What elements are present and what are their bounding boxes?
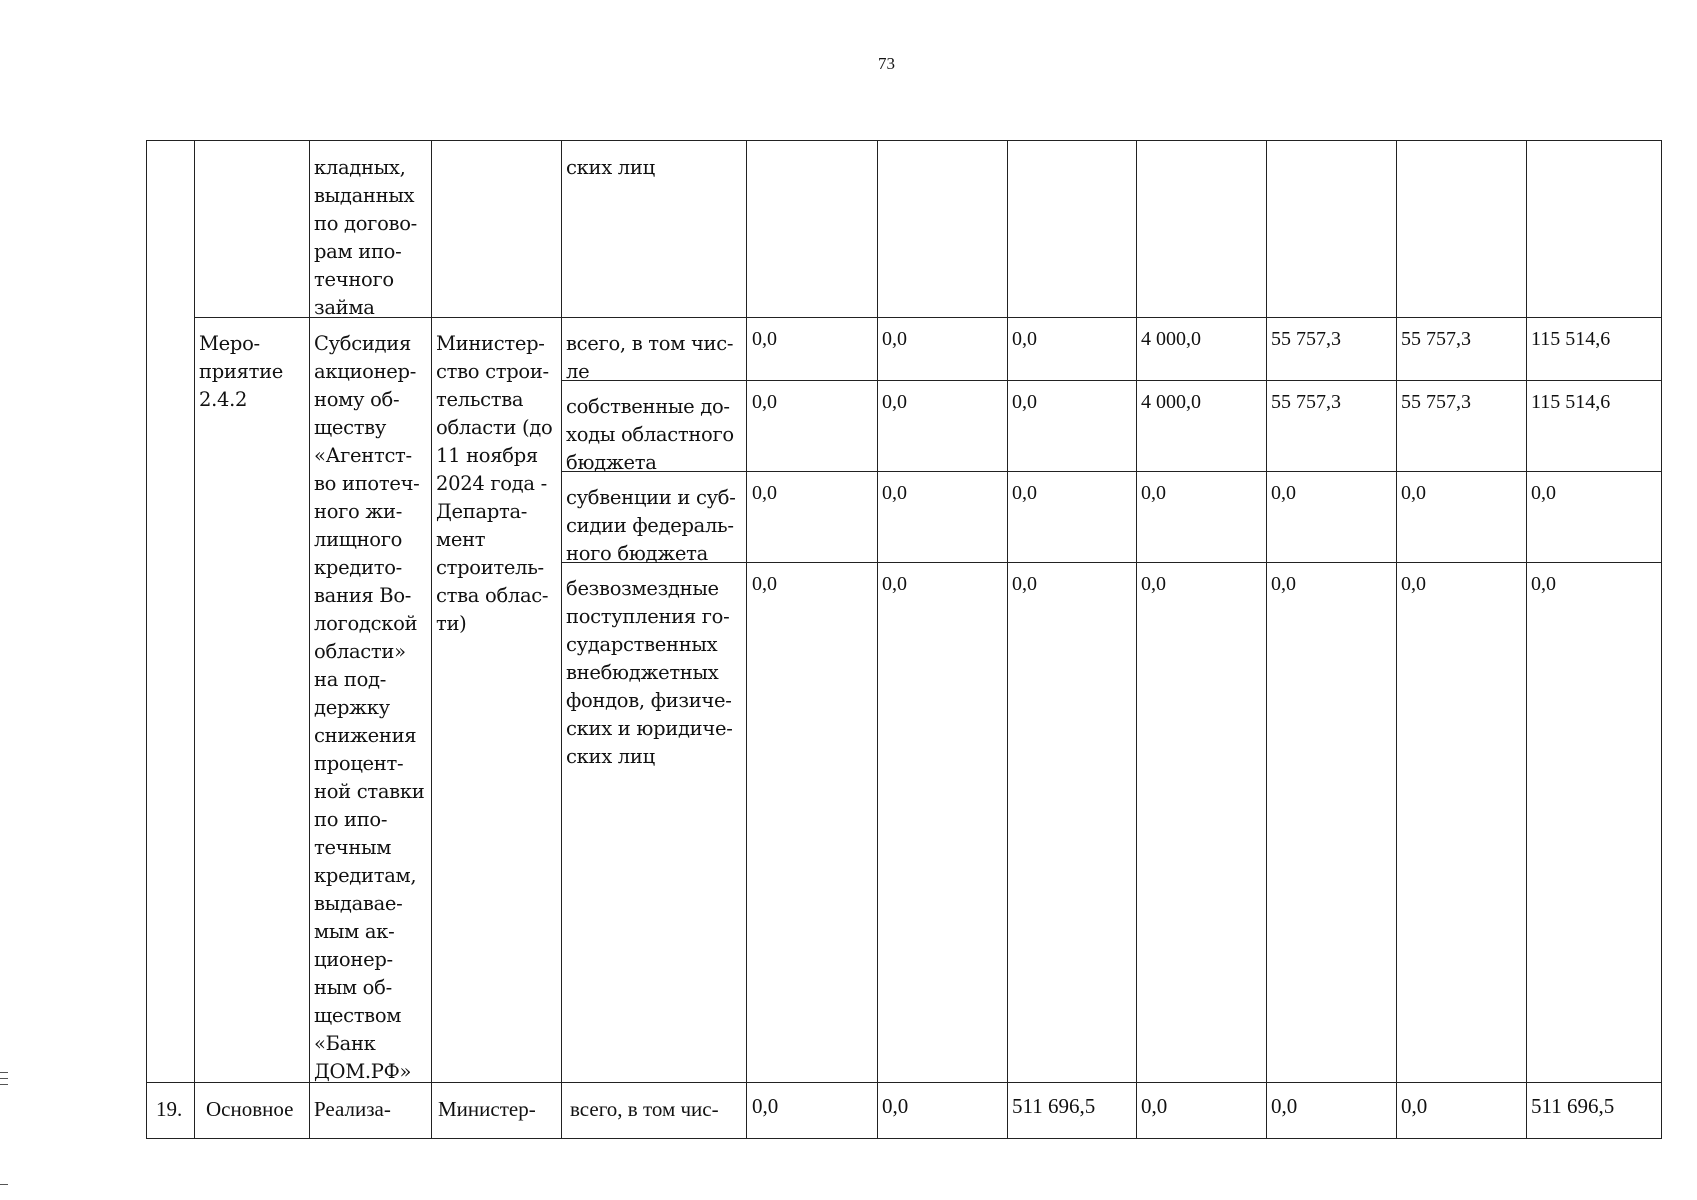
page-number: 73: [878, 54, 895, 73]
measure-name: Субсидия акционер- ному об- ществу «Агентст- во ипотеч- ного жи- лищного кредито- вания Во- логодской области» на под- держку снижения процент- ной ставки по ипо- течным кредитам, выдавае- мым ак- ционер- ным об- ществом «Банк ДОМ.РФ»: [314, 332, 425, 1083]
column-border: [746, 140, 747, 1139]
value-cell: 55 757,3: [1271, 328, 1341, 350]
row19-executor: Министер-: [438, 1097, 536, 1121]
value-cell: 4 000,0: [1141, 328, 1201, 350]
funding-source-federal: субвенции и суб- сидии федераль- ного бюджета: [566, 486, 736, 565]
value-cell: 0,0: [1012, 328, 1037, 350]
row-number: 19.: [156, 1097, 183, 1121]
column-border: [431, 140, 432, 1139]
value-cell: 0,0: [1401, 1094, 1428, 1118]
value-cell: 0,0: [1531, 573, 1556, 595]
funding-source-extrabudgetary: безвозмездные поступления го- сударственных внебюджетных фондов, физиче- ских и юридиче- ских лиц: [566, 577, 733, 768]
row19-funding-source: всего, в том чис-: [570, 1097, 719, 1121]
continued-funding-source: ских лиц: [566, 156, 655, 179]
value-cell: 0,0: [1012, 573, 1037, 595]
row19-code: Основное: [206, 1097, 294, 1121]
table-bottom-border: [146, 1138, 1662, 1139]
value-cell: 0,0: [1012, 391, 1037, 413]
value-cell: 0,0: [882, 482, 907, 504]
table-right-border: [1661, 140, 1662, 1139]
scan-margin-mark: [0, 1084, 8, 1085]
value-cell: 0,0: [752, 482, 777, 504]
value-cell: 0,0: [752, 1094, 779, 1118]
budget-table: [146, 140, 1662, 1139]
column-border: [1007, 140, 1008, 1139]
funding-source-total: всего, в том чис- ле: [566, 332, 734, 383]
value-cell: 0,0: [1271, 1094, 1298, 1118]
value-cell: 0,0: [752, 391, 777, 413]
column-border: [309, 140, 310, 1139]
scan-margin-mark: [0, 1072, 8, 1073]
column-border: [561, 140, 562, 1139]
value-cell: 0,0: [1141, 1094, 1168, 1118]
value-cell: 0,0: [1141, 573, 1166, 595]
measure-code: Меро- приятие 2.4.2: [199, 332, 284, 411]
value-cell: 0,0: [882, 1094, 909, 1118]
row19-name: Реализа-: [314, 1097, 391, 1121]
value-cell: 0,0: [882, 573, 907, 595]
value-cell: 55 757,3: [1401, 328, 1471, 350]
value-cell: 0,0: [1012, 482, 1037, 504]
value-cell: 115 514,6: [1531, 391, 1611, 413]
value-cell: 0,0: [752, 573, 777, 595]
scan-margin-mark: [0, 1184, 8, 1185]
column-border: [146, 140, 147, 1139]
value-cell: 0,0: [882, 391, 907, 413]
value-cell: 0,0: [1401, 482, 1426, 504]
measure-executor: Министер- ство строи- тельства области (до 11 ноября 2024 года - Департа- мент строитель- ства облас- ти): [436, 332, 553, 635]
column-border: [877, 140, 878, 1139]
value-cell: 0,0: [1141, 482, 1166, 504]
value-cell: 0,0: [1271, 573, 1296, 595]
column-border: [1396, 140, 1397, 1139]
value-cell: 0,0: [882, 328, 907, 350]
value-cell: 55 757,3: [1271, 391, 1341, 413]
column-border: [1136, 140, 1137, 1139]
value-cell: 511 696,5: [1531, 1094, 1615, 1118]
continued-measure-name: кладных, выданных по догово- рам ипо- течного займа: [314, 156, 417, 319]
value-cell: 4 000,0: [1141, 391, 1201, 413]
value-cell: 0,0: [1271, 482, 1296, 504]
column-border: [1266, 140, 1267, 1139]
column-border: [1526, 140, 1527, 1139]
value-cell: 55 757,3: [1401, 391, 1471, 413]
value-cell: 115 514,6: [1531, 328, 1611, 350]
table-top-border: [146, 140, 1662, 141]
value-cell: 0,0: [1531, 482, 1556, 504]
funding-source-regional: собственные до- ходы областного бюджета: [566, 395, 734, 474]
value-cell: 0,0: [1401, 573, 1426, 595]
scan-margin-mark: [0, 1078, 8, 1079]
value-cell: 511 696,5: [1012, 1094, 1096, 1118]
column-border: [194, 140, 195, 1139]
value-cell: 0,0: [752, 328, 777, 350]
